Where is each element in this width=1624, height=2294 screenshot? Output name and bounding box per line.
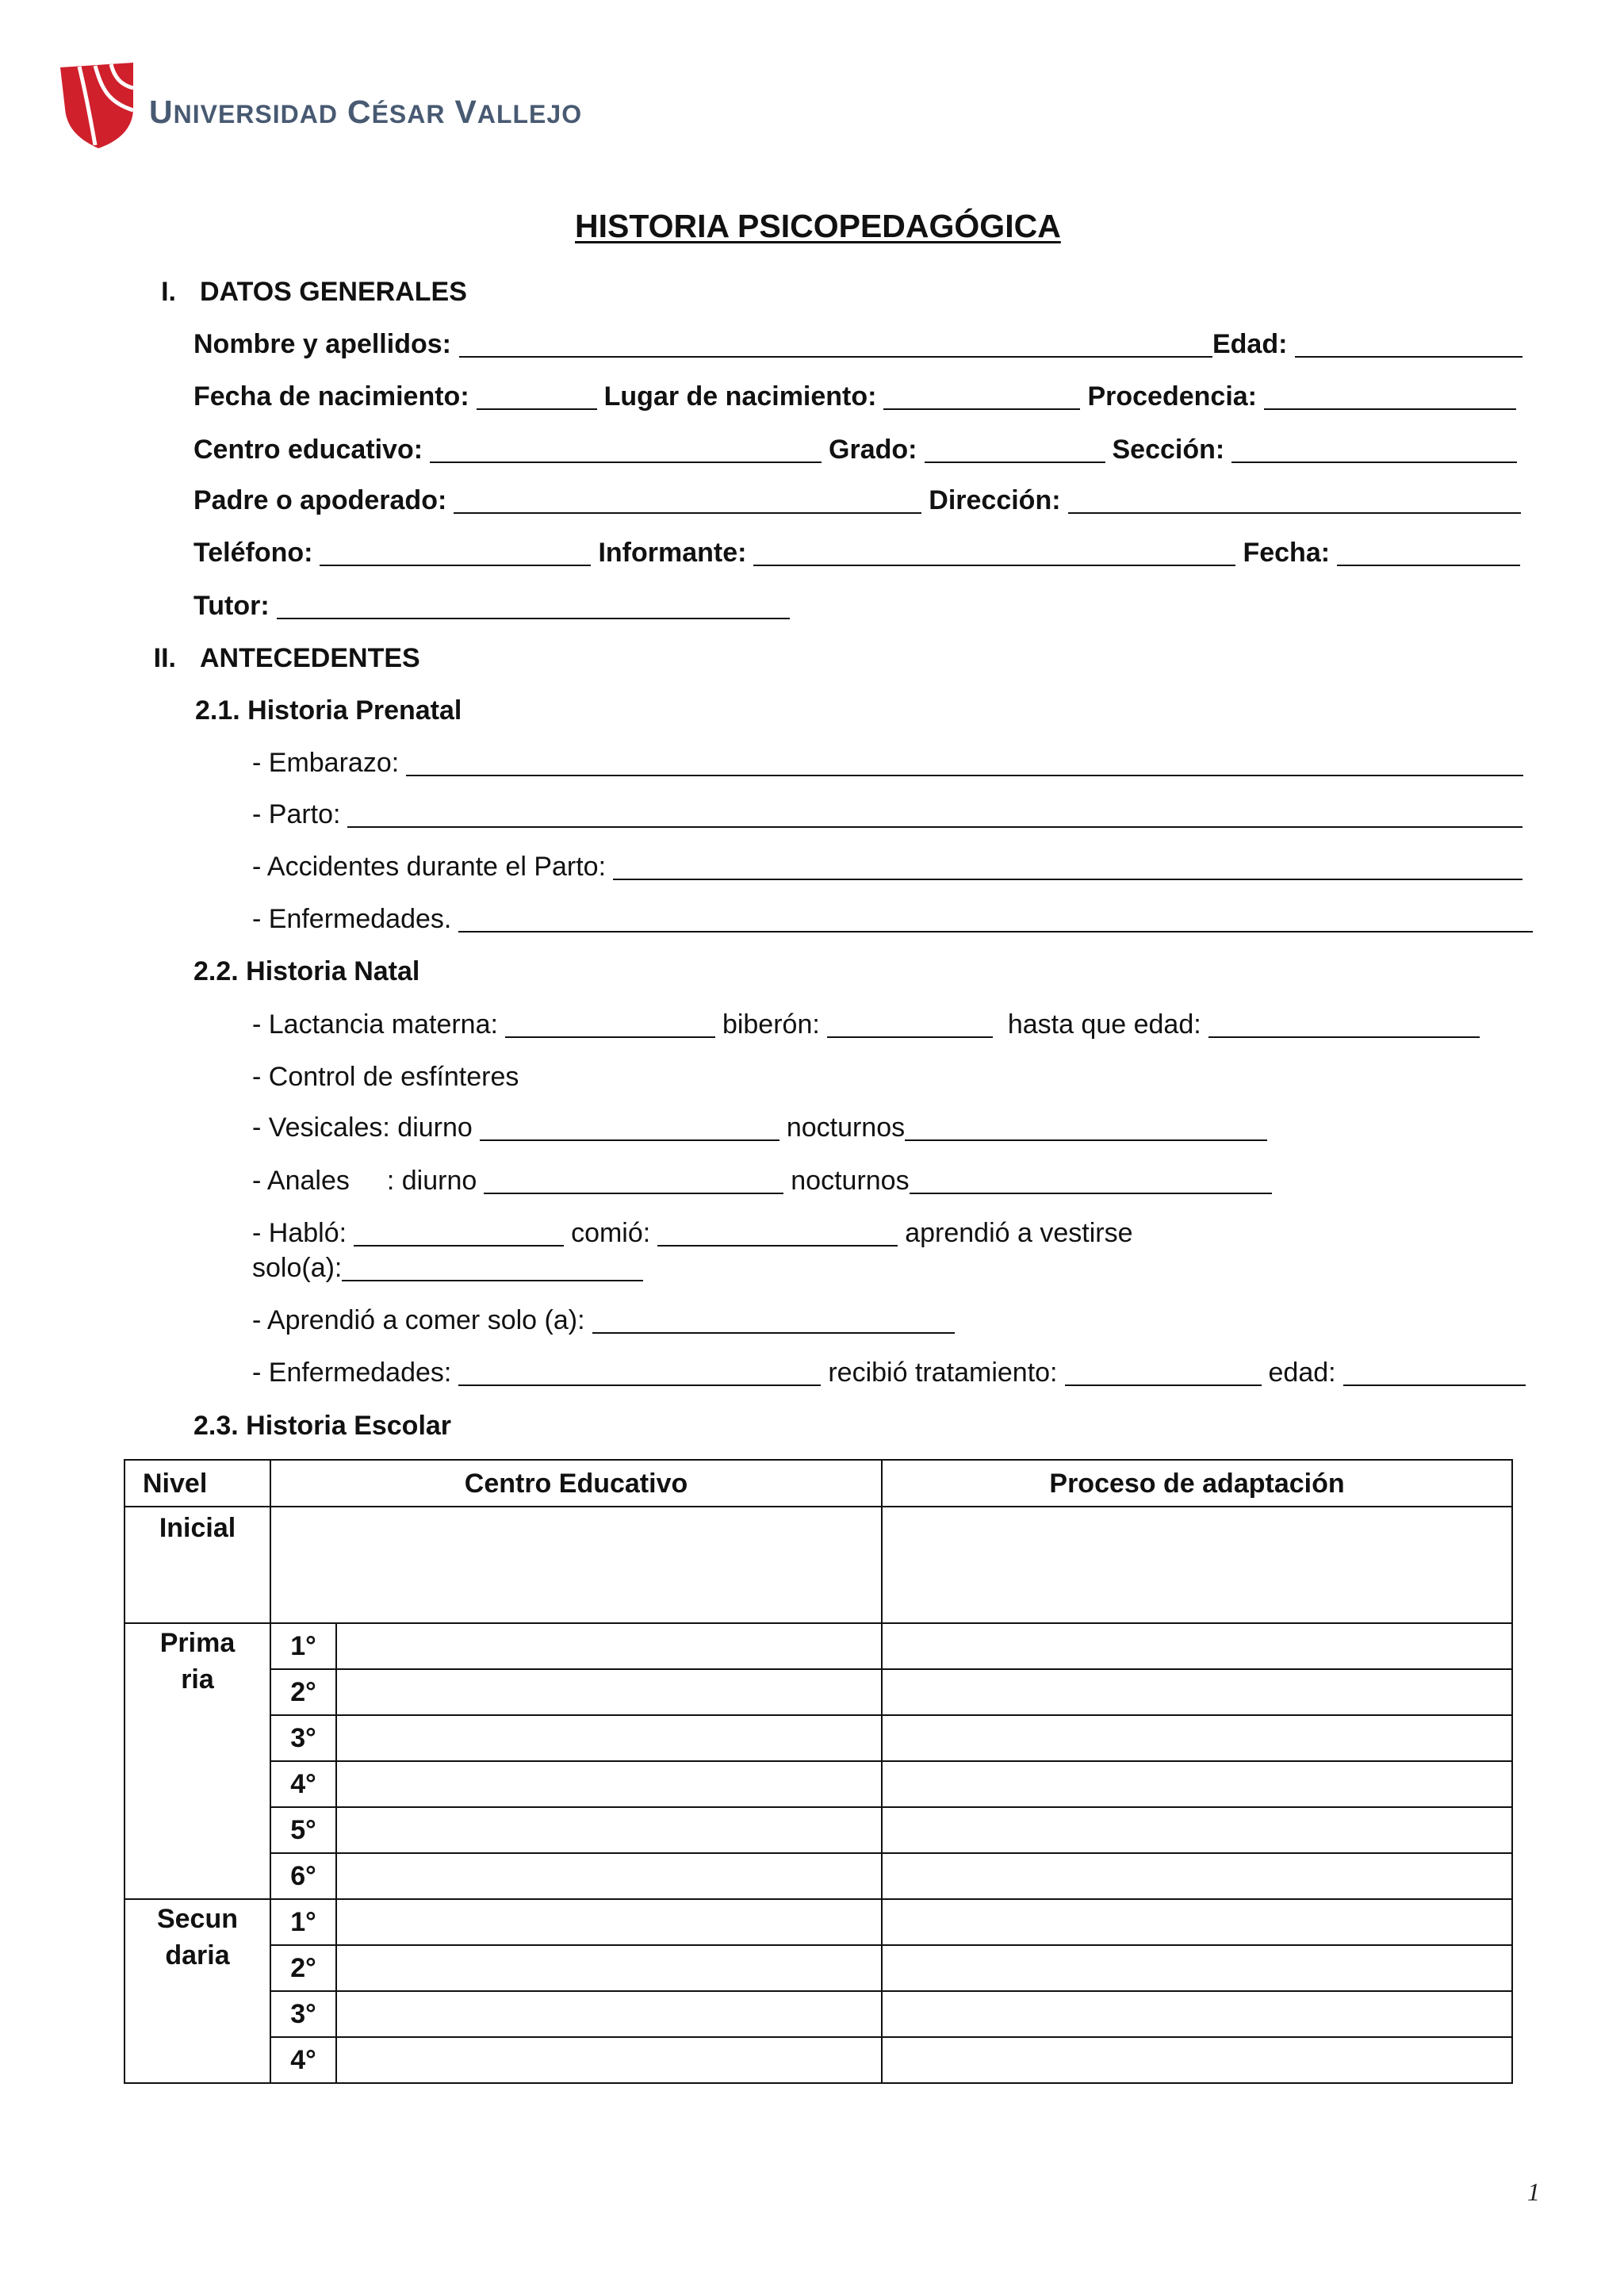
table-row [124,1899,1512,1945]
section-title: DATOS GENERALES [200,277,467,307]
natal-diseases-label: - Enfermedades: [252,1358,452,1388]
grade-cell: 6° [270,1853,336,1899]
grade-cell: 1° [270,1623,336,1669]
delivery-accidents-row [252,851,1522,883]
milestones-row-continued [252,1252,643,1284]
eat-alone-label: - Aprendió a comer solo (a): [252,1305,585,1335]
school-cell [336,1715,882,1761]
bowel-night-label: nocturnos [791,1166,910,1196]
prenatal-heading: 2.1. Historia Prenatal [195,695,462,726]
birth-date-label: Fecha de nacimiento: [193,381,469,412]
date-blank [1337,565,1520,566]
section-label: Sección: [1112,435,1225,465]
prenatal-diseases-label: - Enfermedades. [252,904,452,934]
school-cell [336,2037,882,2083]
treatment-label: recibió tratamiento: [828,1358,1058,1388]
breastfeeding-blank [505,1036,715,1038]
adaptation-cell [882,2037,1512,2083]
grade-cell: 3° [270,1991,336,2037]
adaptation-cell [882,1945,1512,1991]
disease-age-blank [1343,1384,1526,1386]
bowel-day-blank [484,1193,783,1194]
dressed-label: aprendió a vestirse [905,1218,1133,1248]
name-label: Nombre y apellidos: [193,329,451,359]
logo-word: CÉSAR [347,94,446,130]
origin-label: Procedencia: [1087,381,1257,412]
tutor-label: Tutor: [193,591,270,621]
prenatal-diseases-row [252,903,1533,935]
bladder-night-label: nocturnos [786,1113,906,1143]
pregnancy-label: - Embarazo: [252,748,400,778]
level-cell-inicial: Inicial [124,1507,270,1623]
table-row [124,1991,1512,2037]
level-label: Primaria [159,1628,236,1695]
school-history-heading: 2.3. Historia Escolar [193,1411,452,1441]
grade-blank [925,461,1105,463]
school-history-table [124,1459,1513,2084]
school-cell [336,1761,882,1807]
page-title: HISTORIA PSICOPEDAGÓGICA [575,208,1061,244]
bowel-night-blank [910,1193,1272,1194]
adaptation-cell [882,1669,1512,1715]
spoke-blank [354,1245,564,1247]
guardian-blank [454,512,921,514]
pregnancy-blank [406,775,1523,776]
phone-row [193,537,1520,569]
grade-cell: 3° [270,1715,336,1761]
bottle-blank [827,1036,993,1038]
origin-blank [1264,408,1516,410]
address-blank [1068,512,1521,514]
natal-diseases-blank [458,1384,821,1386]
school-blank [430,461,822,463]
school-cell [336,1899,882,1945]
delivery-row [252,798,1522,830]
adaptation-cell [882,1623,1512,1669]
table-row [124,1807,1512,1853]
age-label: Edad: [1212,329,1288,359]
address-label: Dirección: [929,485,1061,515]
school-cell [336,1807,882,1853]
date-label: Fecha: [1243,538,1331,568]
adaptation-cell [882,1807,1512,1853]
section-number: II. [153,643,176,673]
university-logo-text [149,91,592,132]
school-cell [270,1507,882,1623]
school-column-header: Centro Educativo [270,1460,882,1507]
adaptation-cell [882,1991,1512,2037]
bladder-day-blank [480,1139,779,1141]
grade-label: Grado: [829,435,917,465]
eat-alone-row [252,1304,955,1336]
tutor-row [193,590,790,622]
grade-cell: 2° [270,1945,336,1991]
grade-cell: 4° [270,1761,336,1807]
alone-label: solo(a): [252,1253,343,1283]
natal-heading: 2.2. Historia Natal [193,956,420,986]
bladder-row [252,1112,1267,1143]
bowel-row [252,1165,1272,1197]
school-cell [336,1853,882,1899]
level-column-header: Nivel [124,1460,270,1507]
ate-blank [657,1245,898,1247]
birth-date-blank [477,408,597,410]
ate-label: comió: [571,1218,651,1248]
sphincter-control-row: - Control de esfínteres [252,1062,519,1092]
school-cell [336,1991,882,2037]
milestones-row [252,1217,1132,1249]
section-background-heading [128,642,420,674]
school-cell [336,1669,882,1715]
bottle-label: biberón: [722,1009,820,1040]
dressed-alone-blank [342,1280,643,1281]
treatment-blank [1065,1384,1262,1386]
section-general-heading [128,276,467,308]
name-age-row [193,328,1522,360]
birth-place-label: Lugar de nacimiento: [603,381,877,412]
school-row [193,434,1517,465]
tutor-blank [277,618,790,619]
table-row [124,2037,1512,2083]
delivery-accidents-blank [613,879,1522,880]
school-label: Centro educativo: [193,435,423,465]
phone-blank [320,565,591,566]
logo-word: UNIVERSIDAD [149,94,338,130]
bladder-night-blank [905,1139,1267,1141]
grade-cell: 5° [270,1807,336,1853]
spoke-label: - Habló: [252,1218,347,1248]
guardian-label: Padre o apoderado: [193,485,447,515]
adaptation-cell [882,1853,1512,1899]
adaptation-cell [882,1715,1512,1761]
guardian-row [193,484,1521,516]
level-label: Secundaria [156,1904,239,1970]
birth-row [193,381,1516,412]
table-row [124,1669,1512,1715]
phone-label: Teléfono: [193,538,313,568]
name-blank [459,356,1212,358]
bowel-day-label: : diurno [386,1166,477,1196]
level-cell-secundaria [124,1899,270,2083]
adaptation-cell [882,1761,1512,1807]
breastfeeding-row [252,1009,1480,1040]
logo-word: VALLEJO [454,94,583,130]
breastfeeding-label: - Lactancia materna: [252,1009,498,1040]
bowel-label: - Anales [252,1166,350,1196]
until-age-blank [1208,1036,1480,1038]
informant-label: Informante: [598,538,747,568]
section-title: ANTECEDENTES [200,643,420,673]
grade-cell: 4° [270,2037,336,2083]
informant-blank [753,565,1235,566]
grade-cell: 1° [270,1899,336,1945]
level-cell-primaria [124,1623,270,1899]
grade-cell: 2° [270,1669,336,1715]
eat-alone-blank [592,1332,955,1334]
delivery-label: - Parto: [252,799,341,829]
table-header-row [124,1460,1512,1507]
table-row [124,1761,1512,1807]
table-row [124,1507,1512,1623]
school-cell [336,1623,882,1669]
section-blank [1231,461,1517,463]
section-number: I. [161,277,176,307]
disease-age-label: edad: [1268,1358,1336,1388]
adaptation-cell [882,1507,1512,1623]
table-row [124,1623,1512,1669]
table-row [124,1715,1512,1761]
bladder-label: - Vesicales: diurno [252,1113,473,1143]
age-blank [1295,356,1522,358]
page-number: 1 [1527,2177,1540,2206]
prenatal-diseases-blank [458,931,1533,933]
delivery-accidents-label: - Accidentes durante el Parto: [252,852,607,882]
natal-diseases-row [252,1357,1526,1388]
delivery-blank [347,826,1522,828]
until-age-label: hasta que edad: [1007,1009,1201,1040]
birth-place-blank [883,408,1080,410]
table-row [124,1945,1512,1991]
school-cell [336,1945,882,1991]
university-shield-logo-icon [59,61,135,150]
pregnancy-row [252,747,1523,779]
adaptation-cell [882,1899,1512,1945]
table-row [124,1853,1512,1899]
adaptation-column-header: Proceso de adaptación [882,1460,1512,1507]
